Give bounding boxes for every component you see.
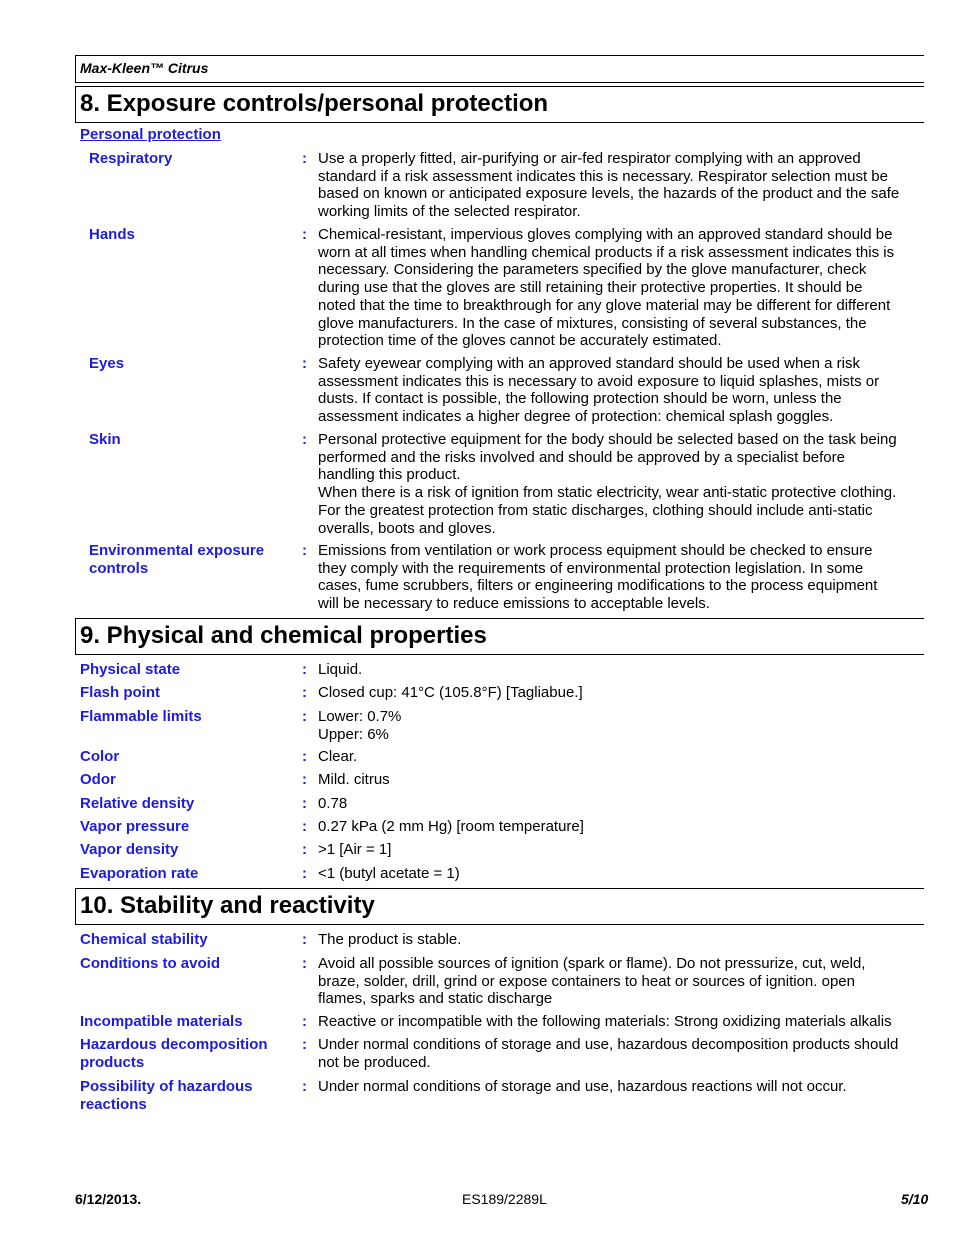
value: Under normal conditions of storage and use, hazardous reactions will not occur. [318,1078,847,1095]
value: 0.78 [318,795,348,812]
colon: : [302,1078,307,1095]
section-10-header [75,888,924,925]
colon: : [302,542,307,559]
colon: : [302,1013,307,1030]
section-9-header [75,618,924,655]
product-name: Max-Kleen™ Citrus [80,60,209,76]
label: Odor [80,771,116,788]
personal-protection-link[interactable]: Personal protection [80,126,221,143]
label: Flash point [80,684,160,701]
value: Reactive or incompatible with the following materials: Strong oxidizing materials alkalis [318,1013,892,1030]
value: Emissions from ventilation or work process equipment should be checked to ensure they comply with the requirements of environmental protection legislation. In some cases, fume scrubbers, filters or engineering modifications to the process equipment will be necessary to reduce emissions to acceptable levels. [318,542,878,613]
value: Lower: 0.7% Upper: 6% [318,708,402,743]
label: Hands [89,226,135,243]
value: Liquid. [318,661,363,678]
label: Physical state [80,661,181,678]
colon: : [302,431,307,448]
value: Personal protective equipment for the body should be selected based on the task being performed and the risks involved and should be approved by a specialist before handling this product. When there is a risk of ignition from static electricity, wear anti-static protective clothing. For the greatest protection from static discharges, clothing should include anti-static overalls, boots and gloves. [318,431,897,537]
value: 0.27 kPa (2 mm Hg) [room temperature] [318,818,584,835]
value: Chemical-resistant, impervious gloves complying with an approved standard should be worn at all times when handling chemical products if a risk assessment indicates this is necessary. Considering the parameters specified by the glove manufacturer, check during use that the gloves are still retaining their protective properties. It should be noted that the time to breakthrough for any glove material may be different for different glove manufacturers. In the case of mixtures, consisting of several substances, the protection time of the gloves cannot be accurately estimated. [318,226,895,350]
footer-doc-code: ES189/2289L [462,1191,547,1207]
label: Eyes [89,355,125,372]
section-8-header [75,86,924,123]
value: <1 (butyl acetate = 1) [318,865,460,882]
colon: : [302,771,307,788]
value: >1 [Air = 1] [318,841,392,858]
colon: : [302,226,307,243]
value: The product is stable. [318,931,462,948]
colon: : [302,955,307,972]
label: Conditions to avoid [80,955,220,972]
label: Evaporation rate [80,865,199,882]
section-10-title: 10. Stability and reactivity [80,892,375,919]
colon: : [302,931,307,948]
section-9-title: 9. Physical and chemical properties [80,622,487,649]
value: Under normal conditions of storage and use, hazardous decomposition products should not be produced. [318,1036,899,1071]
label: Incompatible materials [80,1013,243,1030]
label: Vapor density [80,841,179,858]
label: Flammable limits [80,708,202,725]
label: Possibility of hazardous reactions [80,1078,253,1113]
colon: : [302,1036,307,1053]
label: Relative density [80,795,195,812]
label: Chemical stability [80,931,208,948]
colon: : [302,748,307,765]
footer-page-number: 5/10 [901,1191,929,1207]
footer-date: 6/12/2013. [75,1191,142,1207]
label: Vapor pressure [80,818,190,835]
value: Avoid all possible sources of ignition (spark or flame). Do not pressurize, cut, weld, braze, solder, drill, grind or expose containers to heat or sources of ignition. open flames, sparks and static discharge [318,955,866,1008]
colon: : [302,841,307,858]
label: Color [80,748,120,765]
value: Safety eyewear complying with an approved standard should be used when a risk assessment indicates this is necessary to avoid exposure to liquid splashes, mists or dusts. If contact is possible, the following protection should be worn, unless the assessment indicates a higher degree of protection: chemical splash goggles. [318,355,880,426]
colon: : [302,818,307,835]
colon: : [302,795,307,812]
value: Mild. citrus [318,771,390,788]
label: Environmental exposure controls [89,542,265,577]
value: Closed cup: 41°C (105.8°F) [Tagliabue.] [318,684,583,701]
label: Skin [89,431,121,448]
label: Hazardous decomposition products [80,1036,268,1071]
section-8-title: 8. Exposure controls/personal protection [80,90,549,117]
colon: : [302,865,307,882]
colon: : [302,150,307,167]
product-name-header [75,55,924,83]
colon: : [302,355,307,372]
colon: : [302,708,307,725]
colon: : [302,661,307,678]
colon: : [302,684,307,701]
value: Clear. [318,748,358,765]
value: Use a properly fitted, air-purifying or air-fed respirator complying with an approved standard if a risk assessment indicates this is necessary. Respirator selection must be based on known or anticipated exposure levels, the hazards of the product and the safe working limits of the selected respirator. [318,150,900,221]
label: Respiratory [89,150,173,167]
